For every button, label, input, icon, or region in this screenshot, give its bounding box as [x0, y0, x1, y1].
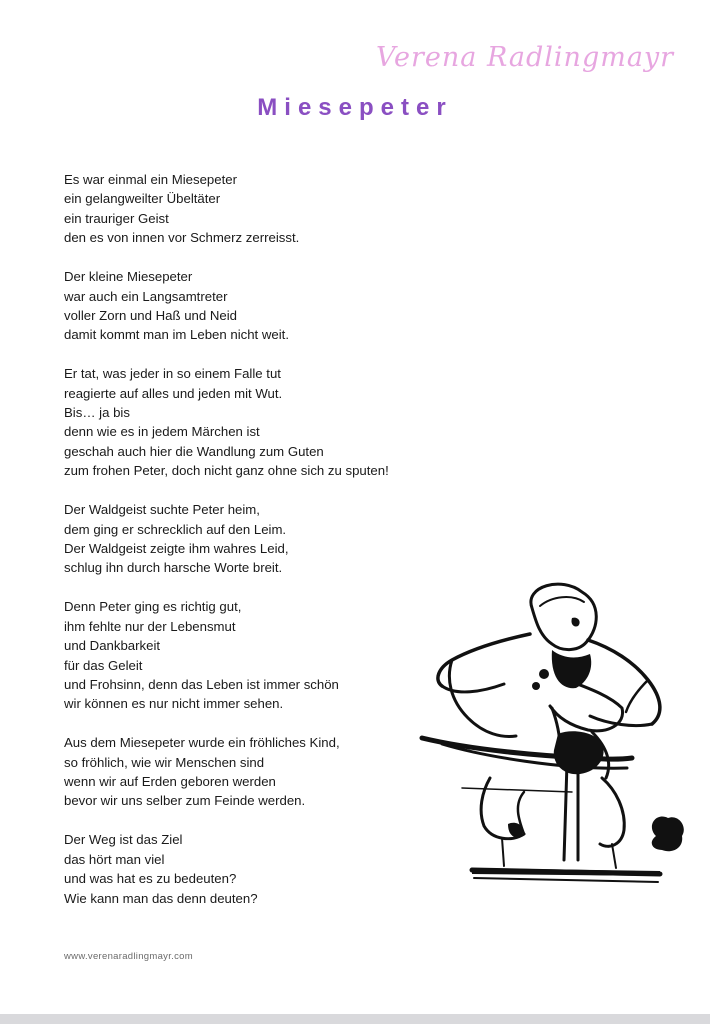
poem-line: und Dankbarkeit	[64, 638, 161, 654]
poem-line: ihm fehlte nur der Lebensmut	[64, 618, 236, 634]
poem-line: Es war einmal ein Miesepeter	[64, 172, 237, 187]
poem-line: Der Waldgeist zeigte ihm wahres Leid,	[64, 541, 289, 556]
poem-line: war auch ein Langsamtreter	[64, 288, 228, 304]
poem-line: für das Geleit	[64, 657, 143, 673]
poem-line: Er tat, was jeder in so einem Falle tut	[64, 366, 281, 382]
poem-line: Denn Peter ging es richtig gut,	[64, 599, 242, 615]
poem-line: geschah auch hier die Wandlung zum Guten	[64, 443, 324, 459]
poem-line: Bis… ja bis	[64, 405, 130, 421]
poem-line: ein trauriger Geist	[64, 210, 169, 226]
poem-line: und Frohsinn, denn das Leben ist immer schön	[64, 676, 339, 692]
poem-stanza	[64, 267, 484, 345]
poem-line: so fröhlich, wie wir Menschen sind	[64, 754, 265, 770]
poem-stanza	[64, 500, 484, 578]
poem-line: Der Weg ist das Ziel	[64, 832, 183, 848]
poem-line: bevor wir uns selber zum Feinde werden.	[64, 793, 306, 809]
poem-line: wenn wir auf Erden geboren werden	[64, 774, 276, 790]
author-signature: Verena Radlingmayr	[376, 42, 675, 73]
man-at-grinding-wheel-illustration	[412, 578, 687, 890]
poem-line: damit kommt man im Leben nicht weit.	[64, 327, 290, 343]
poem-line: schlug ihn durch harsche Worte breit.	[64, 560, 283, 576]
poem-line: zum frohen Peter, doch nicht ganz ohne sich zu sputen!	[64, 463, 389, 479]
poem-line: wir können es nur nicht immer sehen.	[64, 696, 284, 712]
poem-line: Aus dem Miesepeter wurde ein fröhliches Kind,	[64, 735, 340, 751]
poem-line: reagierte auf alles und jeden mit Wut.	[64, 385, 283, 401]
poem-line: das hört man viel	[64, 851, 165, 867]
footer-website-link[interactable]: www.verenaradlingmayr.com	[64, 951, 193, 962]
poem-line: ein gelangweilter Übeltäter	[64, 191, 221, 207]
viewer-bottom-bar	[0, 1014, 710, 1024]
poem-line: dem ging er schrecklich auf den Leim.	[64, 521, 287, 537]
poem-line: und was hat es zu bedeuten?	[64, 871, 237, 887]
poem-stanza	[64, 364, 484, 480]
poem-line: denn wie es in jedem Märchen ist	[64, 424, 260, 440]
poem-line: den es von innen vor Schmerz zerreisst.	[64, 230, 300, 246]
poem-line: Der kleine Miesepeter	[64, 269, 193, 285]
poem-title: Miesepeter	[257, 94, 453, 121]
poem-line: voller Zorn und Haß und Neid	[64, 307, 237, 323]
poem-stanza	[64, 170, 484, 248]
poem-line: Wie kann man das denn deuten?	[64, 890, 258, 906]
poem-line: Der Waldgeist suchte Peter heim,	[64, 502, 260, 518]
